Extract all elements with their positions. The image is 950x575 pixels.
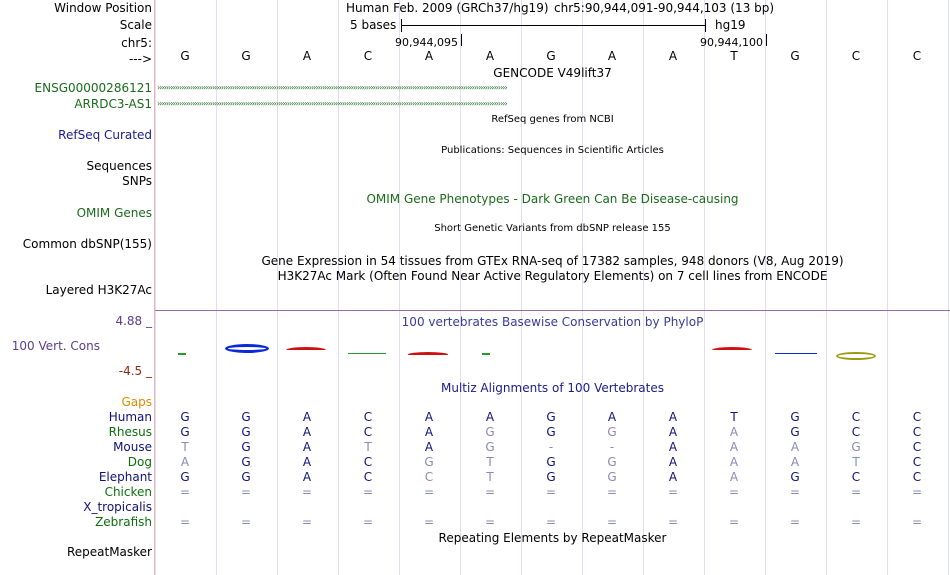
alignment-base: = [850, 515, 862, 529]
alignment-base: C [363, 455, 373, 469]
snps-label[interactable]: SNPs [122, 174, 152, 188]
alignment-base: A [485, 410, 495, 424]
gencode-track-title: GENCODE V49lift37 [493, 66, 612, 80]
alignment-base: T [730, 410, 738, 424]
h3k27ac-track-title: H3K27Ac Mark (Often Found Near Active Regulatory Elements) on 7 cell lines from ENCODE [277, 269, 828, 283]
alignment-base: = [301, 485, 313, 499]
species-label[interactable]: Zebrafish [95, 515, 152, 529]
assembly-title: Human Feb. 2009 (GRCh37/hg19) [346, 1, 549, 15]
alignment-base: C [912, 470, 922, 484]
alignment-base: C [912, 455, 922, 469]
cons-mark-1 [178, 353, 186, 355]
species-label[interactable]: Mouse [113, 440, 152, 454]
alignment-base: A [180, 455, 190, 469]
alignment-base: A [668, 410, 678, 424]
alignment-base: = [179, 515, 191, 529]
cons-logo-g [225, 344, 269, 353]
omim-track-title: OMIM Gene Phenotypes - Dark Green Can Be Disease-causing [366, 192, 739, 206]
alignment-base: A [607, 410, 617, 424]
alignment-base: = [362, 485, 374, 499]
alignment-base: = [911, 485, 923, 499]
position-range: chr5:90,944,091-90,944,103 (13 bp) [554, 1, 775, 15]
gridline [155, 0, 156, 575]
gtex-track-title: Gene Expression in 54 tissues from GTEx RNA-seq of 17382 samples, 948 donors (V8, Aug 2019) [261, 254, 844, 268]
alignment-base: T [181, 440, 189, 454]
alignment-base: = [362, 515, 374, 529]
alignment-base: A [729, 470, 739, 484]
cons-mark-4 [348, 353, 386, 354]
species-label[interactable]: Elephant [98, 470, 152, 484]
species-label[interactable]: Dog [127, 455, 152, 469]
species-label[interactable]: Rhesus [108, 425, 152, 439]
alignment-base: G [851, 440, 861, 454]
alignment-base: G [546, 425, 556, 439]
alignment-base: A [668, 455, 678, 469]
coordinate-left: 90,944,095 [395, 36, 458, 49]
alignment-base: G [546, 455, 556, 469]
alignment-base: A [790, 440, 800, 454]
alignment-base: G [607, 470, 617, 484]
alignment-base: C [363, 425, 373, 439]
alignment-base: G [241, 440, 251, 454]
alignment-base: = [545, 515, 557, 529]
conservation-max-label: 4.88 _ [115, 314, 152, 328]
alignment-base: A [424, 440, 434, 454]
alignment-base: A [790, 455, 800, 469]
phylop-top-line [155, 310, 950, 311]
gaps-label[interactable]: Gaps [121, 395, 152, 409]
alignment-base: C [912, 440, 922, 454]
publications-track-title: Publications: Sequences in Scientific Articles [441, 145, 664, 156]
alignment-base: C [363, 410, 373, 424]
alignment-base: = [667, 515, 679, 529]
alignment-base: A [302, 455, 312, 469]
alignment-base: T [364, 440, 372, 454]
reference-base: G [180, 49, 190, 63]
alignment-base: = [301, 515, 313, 529]
alignment-base: - [609, 440, 615, 454]
phylop-track-title: 100 vertebrates Basewise Conservation by PhyloP [401, 315, 704, 329]
alignment-base: G [485, 440, 495, 454]
refseq-track-title: RefSeq genes from NCBI [491, 114, 614, 125]
scale-db-label: hg19 [715, 18, 746, 32]
alignment-base: A [302, 470, 312, 484]
window-position-label: Window Position [54, 1, 152, 15]
label-divider [154, 0, 155, 575]
layered-h3k27ac-label[interactable]: Layered H3K27Ac [45, 283, 152, 297]
alignment-base: C [912, 410, 922, 424]
omim-genes-label[interactable]: OMIM Genes [76, 206, 152, 220]
alignment-base: = [728, 515, 740, 529]
gene-feature-arrdc3-as1[interactable]: ››››››››››››››››››››››››››››››››››››››››››››››››››››››››››››››››››››››››››››››››››››››››››››››››››››››››››››››››››››››››››››››››››››››››››››››››››››››››››››››› [157, 100, 507, 108]
cons-logo-a1 [286, 347, 326, 353]
alignment-base: = [789, 485, 801, 499]
alignment-base: G [485, 425, 495, 439]
reference-base: G [241, 49, 251, 63]
alignment-base: G [241, 425, 251, 439]
alignment-base: T [852, 455, 860, 469]
coordinate-right-tick [766, 34, 767, 46]
alignment-base: = [423, 485, 435, 499]
alignment-base: = [606, 515, 618, 529]
alignment-base: C [851, 470, 861, 484]
alignment-base: C [912, 425, 922, 439]
gene-label-ensg[interactable]: ENSG00000286121 [34, 81, 152, 95]
sequences-label[interactable]: Sequences [86, 159, 152, 173]
common-dbsnp-label[interactable]: Common dbSNP(155) [22, 237, 152, 251]
cons-logo-a2 [408, 352, 448, 357]
reference-base: T [730, 49, 738, 63]
scale-bases-text: 5 bases [350, 18, 397, 32]
alignment-base: T [486, 455, 494, 469]
alignment-base: A [302, 440, 312, 454]
alignment-base: G [424, 455, 434, 469]
alignment-base: G [180, 470, 190, 484]
alignment-base: A [668, 470, 678, 484]
alignment-base: G [241, 410, 251, 424]
scale-label: Scale [119, 18, 152, 32]
coordinate-left-tick [461, 34, 462, 46]
alignment-base: G [180, 410, 190, 424]
conservation-min-label: -4.5 _ [118, 364, 152, 378]
species-label[interactable]: X_tropicalis [83, 500, 152, 514]
alignment-base: = [240, 515, 252, 529]
alignment-base: G [607, 425, 617, 439]
alignment-base: A [424, 410, 434, 424]
reference-base: A [302, 49, 312, 63]
alignment-base: = [667, 485, 679, 499]
alignment-base: A [668, 440, 678, 454]
alignment-base: G [607, 455, 617, 469]
reference-base: C [363, 49, 373, 63]
gene-label-arrdc3-as1[interactable]: ARRDC3-AS1 [74, 97, 152, 111]
alignment-base: C [851, 425, 861, 439]
conservation-track-label[interactable]: 100 Vert. Cons [11, 339, 100, 353]
reference-base: G [546, 49, 556, 63]
strand-arrow-label: ---> [128, 52, 152, 66]
alignment-base: = [606, 485, 618, 499]
multiz-track-title: Multiz Alignments of 100 Vertebrates [440, 381, 665, 395]
alignment-base: G [790, 470, 800, 484]
reference-base: A [485, 49, 495, 63]
alignment-base: = [850, 485, 862, 499]
gene-feature-ensg[interactable]: ››››››››››››››››››››››››››››››››››››››››››››››››››››››››››››››››››››››››››››››››››››››››››››››››››››››››››››››››››››››››››››››››››››››››››››››››››››››››››››››› [157, 84, 507, 92]
alignment-base: A [302, 425, 312, 439]
repeatmasker-track-title: Repeating Elements by RepeatMasker [438, 531, 667, 545]
coordinate-right: 90,944,100 [700, 36, 763, 49]
reference-base: C [851, 49, 861, 63]
alignment-base: C [851, 410, 861, 424]
alignment-base: A [302, 410, 312, 424]
alignment-base: = [728, 485, 740, 499]
alignment-base: G [180, 425, 190, 439]
alignment-base: = [484, 515, 496, 529]
reference-sequence-row [0, 49, 950, 63]
alignment-base: = [240, 485, 252, 499]
alignment-base: = [911, 515, 923, 529]
alignment-base: = [484, 485, 496, 499]
alignment-base: C [363, 470, 373, 484]
alignment-base: T [486, 470, 494, 484]
alignment-base: A [424, 425, 434, 439]
cons-logo-c [836, 352, 876, 360]
alignment-base: = [789, 515, 801, 529]
alignment-base: G [790, 410, 800, 424]
alignment-base: C [424, 470, 434, 484]
gridline [948, 0, 949, 575]
alignment-base: = [179, 485, 191, 499]
dbsnp-track-title: Short Genetic Variants from dbSNP release 155 [434, 223, 671, 234]
alignment-base: G [546, 410, 556, 424]
species-label[interactable]: Human [108, 410, 152, 424]
alignment-base: G [241, 455, 251, 469]
reference-base: A [668, 49, 678, 63]
repeatmasker-label[interactable]: RepeatMasker [66, 545, 152, 559]
alignment-base: A [729, 425, 739, 439]
cons-mark-6 [482, 353, 490, 355]
cons-mark-11 [775, 353, 817, 354]
alignment-base: A [668, 425, 678, 439]
species-label[interactable]: Chicken [104, 485, 152, 499]
alignment-base: = [545, 485, 557, 499]
reference-base: C [912, 49, 922, 63]
alignment-base: G [546, 470, 556, 484]
alignment-base: - [548, 440, 554, 454]
alignment-base: G [790, 425, 800, 439]
reference-base: G [790, 49, 800, 63]
alignment-base: G [241, 470, 251, 484]
alignment-base: = [423, 515, 435, 529]
cons-logo-a3 [712, 347, 752, 353]
refseq-curated-label[interactable]: RefSeq Curated [58, 128, 152, 142]
alignment-base: A [729, 455, 739, 469]
chrom-label: chr5: [121, 36, 152, 50]
alignment-base: A [729, 440, 739, 454]
reference-base: A [607, 49, 617, 63]
reference-base: A [424, 49, 434, 63]
